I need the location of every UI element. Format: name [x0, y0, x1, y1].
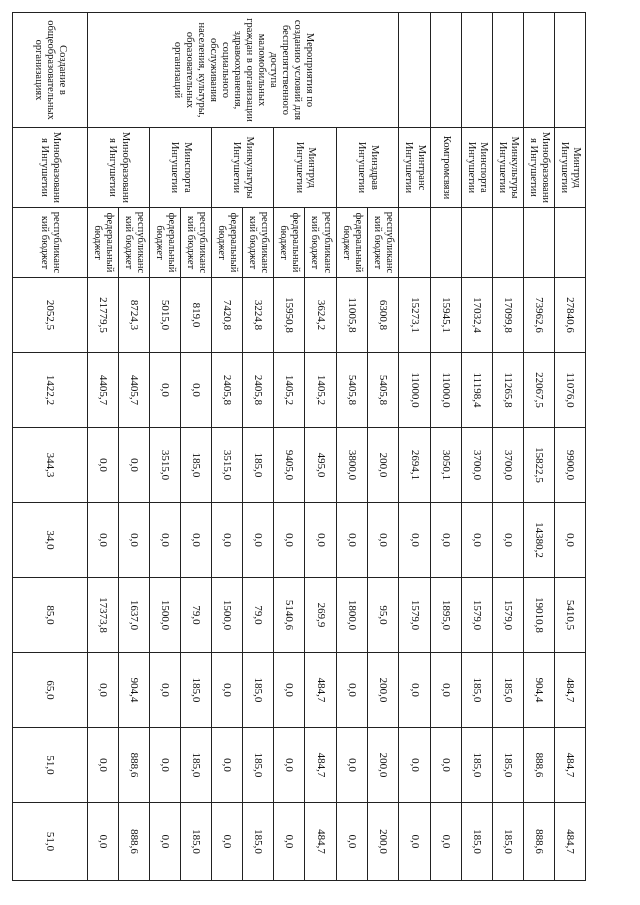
value-cell: 9405,0: [274, 428, 305, 503]
executor-cell: Минтранс Ингушетии: [399, 128, 431, 208]
value-cell: 484,7: [555, 803, 586, 881]
value-cell: 11005,8: [337, 278, 368, 353]
value-cell: 1405,2: [305, 353, 337, 428]
value-cell: 51,0: [13, 803, 88, 881]
value-cell: 0,0: [212, 503, 243, 578]
executor-cell: Минобразования Ингушетии: [524, 128, 555, 208]
value-cell: 15822,5: [524, 428, 555, 503]
value-cell: 0,0: [493, 503, 524, 578]
value-cell: 0,0: [150, 653, 181, 728]
value-cell: 15950,8: [274, 278, 305, 353]
value-cell: 0,0: [305, 503, 337, 578]
source-cell: республиканский бюджет: [243, 208, 274, 278]
executor-cell: Минздрав Ингушетии: [337, 128, 399, 208]
value-cell: 5140,6: [274, 578, 305, 653]
value-cell: 0,0: [399, 653, 431, 728]
value-cell: 185,0: [462, 653, 493, 728]
source-cell: федеральный бюджет: [337, 208, 368, 278]
value-cell: 1800,0: [337, 578, 368, 653]
value-cell: 73962,6: [524, 278, 555, 353]
value-cell: 1422,2: [13, 353, 88, 428]
value-cell: 3224,8: [243, 278, 274, 353]
value-cell: 1405,2: [274, 353, 305, 428]
value-cell: 5410,5: [555, 578, 586, 653]
value-cell: 484,7: [305, 728, 337, 803]
value-cell: 0,0: [399, 503, 431, 578]
value-cell: 185,0: [462, 728, 493, 803]
value-cell: 185,0: [493, 728, 524, 803]
source-cell: [399, 208, 431, 278]
value-cell: 1500,0: [150, 578, 181, 653]
value-cell: 0,0: [337, 653, 368, 728]
executor-cell: Минспорта Ингушетии: [150, 128, 212, 208]
value-cell: 0,0: [212, 728, 243, 803]
source-cell: федеральный бюджет: [150, 208, 181, 278]
value-cell: 34,0: [13, 503, 88, 578]
value-cell: 0,0: [555, 503, 586, 578]
table-row: [368, 13, 399, 881]
value-cell: 1579,0: [462, 578, 493, 653]
value-cell: 1895,0: [431, 578, 462, 653]
value-cell: 0,0: [337, 803, 368, 881]
value-cell: 3800,0: [337, 428, 368, 503]
value-cell: 0,0: [150, 803, 181, 881]
value-cell: 185,0: [243, 728, 274, 803]
value-cell: 185,0: [493, 803, 524, 881]
value-cell: 15945,1: [431, 278, 462, 353]
source-cell: [462, 208, 493, 278]
value-cell: 185,0: [493, 653, 524, 728]
source-cell: федеральный бюджет: [88, 208, 119, 278]
value-cell: 484,7: [555, 653, 586, 728]
value-cell: 7420,8: [212, 278, 243, 353]
table-row: [305, 13, 337, 881]
table-row: [555, 13, 586, 881]
value-cell: 185,0: [181, 728, 212, 803]
value-cell: 1579,0: [493, 578, 524, 653]
value-cell: 0,0: [150, 728, 181, 803]
value-cell: 484,7: [305, 803, 337, 881]
value-cell: 0,0: [399, 803, 431, 881]
measure-cell: Мероприятия по созданию условий для беспрепятственного доступа маломобильных граждан в организации здравоохранения, социального обслуживания населения, культуры, образовательных организаций: [88, 13, 399, 128]
value-cell: 4405,7: [119, 353, 150, 428]
executor-cell: Комгромсвязи: [431, 128, 462, 208]
executor-cell: Минкультуры Ингушетии: [212, 128, 274, 208]
value-cell: 185,0: [181, 803, 212, 881]
value-cell: 5405,8: [337, 353, 368, 428]
value-cell: 2052,5: [13, 278, 88, 353]
value-cell: 79,0: [243, 578, 274, 653]
executor-cell: Минтруд Ингушетии: [555, 128, 586, 208]
value-cell: 0,0: [88, 728, 119, 803]
value-cell: 0,0: [88, 428, 119, 503]
value-cell: 185,0: [243, 653, 274, 728]
value-cell: 2405,8: [212, 353, 243, 428]
measure-cell: [493, 13, 524, 128]
value-cell: 65,0: [13, 653, 88, 728]
value-cell: 79,0: [181, 578, 212, 653]
table-row: [493, 13, 524, 881]
value-cell: 22067,5: [524, 353, 555, 428]
value-cell: 3050,1: [431, 428, 462, 503]
value-cell: 11000,0: [431, 353, 462, 428]
value-cell: 888,6: [119, 803, 150, 881]
value-cell: 185,0: [181, 653, 212, 728]
executor-cell: Минтруд Ингушетии: [274, 128, 337, 208]
value-cell: 27840,6: [555, 278, 586, 353]
value-cell: 484,7: [305, 653, 337, 728]
source-cell: республиканский бюджет: [13, 208, 88, 278]
measure-cell: [524, 13, 555, 128]
table-row: [13, 13, 88, 881]
value-cell: 2405,8: [243, 353, 274, 428]
value-cell: 17032,4: [462, 278, 493, 353]
value-cell: 0,0: [150, 503, 181, 578]
value-cell: 0,0: [431, 503, 462, 578]
source-cell: [493, 208, 524, 278]
value-cell: 888,6: [524, 803, 555, 881]
table-row: [431, 13, 462, 881]
value-cell: 185,0: [243, 428, 274, 503]
value-cell: 8724,3: [119, 278, 150, 353]
value-cell: 11265,8: [493, 353, 524, 428]
value-cell: 2694,1: [399, 428, 431, 503]
measure-cell: [462, 13, 493, 128]
value-cell: 0,0: [88, 803, 119, 881]
value-cell: 51,0: [13, 728, 88, 803]
value-cell: 1500,0: [212, 578, 243, 653]
value-cell: 0,0: [431, 653, 462, 728]
value-cell: 0,0: [181, 503, 212, 578]
value-cell: 1579,0: [399, 578, 431, 653]
value-cell: 185,0: [243, 803, 274, 881]
value-cell: 0,0: [212, 653, 243, 728]
value-cell: 0,0: [431, 728, 462, 803]
value-cell: 17373,8: [88, 578, 119, 653]
table-row: [524, 13, 555, 881]
value-cell: 0,0: [368, 503, 399, 578]
value-cell: 269,9: [305, 578, 337, 653]
value-cell: 344,3: [13, 428, 88, 503]
source-cell: [431, 208, 462, 278]
measure-cell: [399, 13, 431, 128]
value-cell: 888,6: [119, 728, 150, 803]
value-cell: 0,0: [243, 503, 274, 578]
source-cell: федеральный бюджет: [212, 208, 243, 278]
value-cell: 0,0: [119, 428, 150, 503]
executor-cell: Минкультуры Ингушетии: [493, 128, 524, 208]
value-cell: 5015,0: [150, 278, 181, 353]
executor-cell: Минобразования Ингушетии: [88, 128, 150, 208]
table-row: [399, 13, 431, 881]
value-cell: 0,0: [181, 353, 212, 428]
value-cell: 85,0: [13, 578, 88, 653]
value-cell: 0,0: [88, 653, 119, 728]
value-cell: 0,0: [274, 803, 305, 881]
budget-table: [12, 12, 586, 881]
value-cell: 0,0: [88, 503, 119, 578]
value-cell: 3700,0: [493, 428, 524, 503]
value-cell: 0,0: [212, 803, 243, 881]
value-cell: 904,4: [119, 653, 150, 728]
executor-cell: Минспорта Ингушетии: [462, 128, 493, 208]
value-cell: 9900,0: [555, 428, 586, 503]
source-cell: [555, 208, 586, 278]
source-cell: [524, 208, 555, 278]
value-cell: 200,0: [368, 803, 399, 881]
source-cell: республиканский бюджет: [119, 208, 150, 278]
value-cell: 11198,4: [462, 353, 493, 428]
source-cell: республиканский бюджет: [368, 208, 399, 278]
table-row: [181, 13, 212, 881]
value-cell: 200,0: [368, 653, 399, 728]
value-cell: 484,7: [555, 728, 586, 803]
value-cell: 0,0: [274, 728, 305, 803]
value-cell: 0,0: [431, 803, 462, 881]
value-cell: 4405,7: [88, 353, 119, 428]
table-body: [13, 13, 586, 881]
measure-cell: Создание в общеобразовательных организациях: [13, 13, 88, 128]
source-cell: республиканский бюджет: [181, 208, 212, 278]
value-cell: 1637,0: [119, 578, 150, 653]
value-cell: 11000,0: [399, 353, 431, 428]
table-row: [462, 13, 493, 881]
value-cell: 95,0: [368, 578, 399, 653]
value-cell: 200,0: [368, 428, 399, 503]
source-cell: федеральный бюджет: [274, 208, 305, 278]
value-cell: 495,0: [305, 428, 337, 503]
value-cell: 0,0: [399, 728, 431, 803]
value-cell: 0,0: [119, 503, 150, 578]
value-cell: 5405,8: [368, 353, 399, 428]
value-cell: 185,0: [462, 803, 493, 881]
value-cell: 0,0: [274, 503, 305, 578]
value-cell: 19010,8: [524, 578, 555, 653]
value-cell: 0,0: [150, 353, 181, 428]
value-cell: 3515,0: [150, 428, 181, 503]
value-cell: 888,6: [524, 728, 555, 803]
source-cell: республиканский бюджет: [305, 208, 337, 278]
executor-cell: Минобразования Ингушетии: [13, 128, 88, 208]
value-cell: 21779,5: [88, 278, 119, 353]
value-cell: 15273,1: [399, 278, 431, 353]
value-cell: 6300,8: [368, 278, 399, 353]
value-cell: 904,4: [524, 653, 555, 728]
value-cell: 11076,0: [555, 353, 586, 428]
table-row: [119, 13, 150, 881]
rotated-table-page: [14, 12, 586, 880]
value-cell: 0,0: [462, 503, 493, 578]
value-cell: 819,0: [181, 278, 212, 353]
table-row: [243, 13, 274, 881]
measure-cell: [431, 13, 462, 128]
value-cell: 200,0: [368, 728, 399, 803]
value-cell: 185,0: [181, 428, 212, 503]
value-cell: 0,0: [337, 503, 368, 578]
value-cell: 3700,0: [462, 428, 493, 503]
value-cell: 17099,8: [493, 278, 524, 353]
value-cell: 3515,0: [212, 428, 243, 503]
measure-cell: [555, 13, 586, 128]
value-cell: 0,0: [337, 728, 368, 803]
value-cell: 3624,2: [305, 278, 337, 353]
value-cell: 0,0: [274, 653, 305, 728]
value-cell: 14380,2: [524, 503, 555, 578]
